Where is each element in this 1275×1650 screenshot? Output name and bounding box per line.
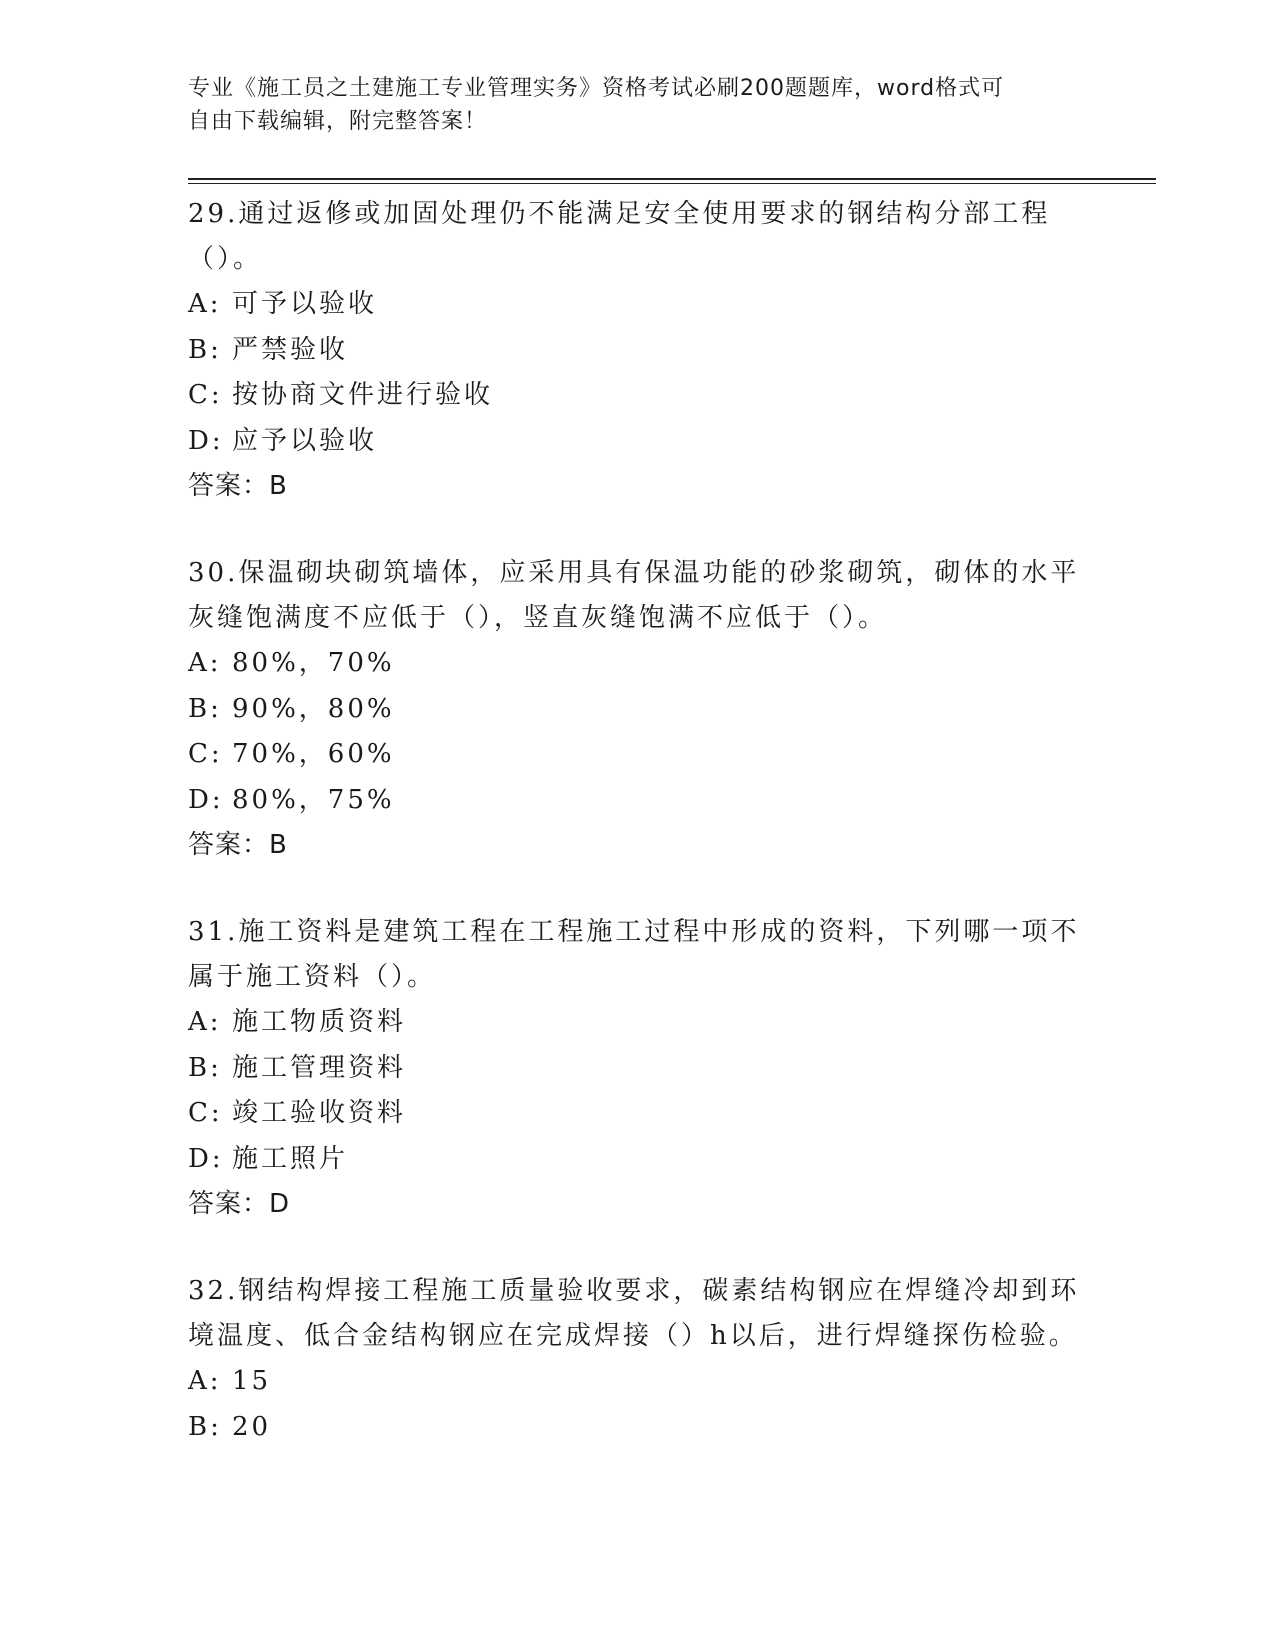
- option-letter: B:: [188, 693, 222, 724]
- option-text: 15: [232, 1366, 272, 1396]
- option-letter: A:: [188, 1007, 222, 1037]
- option-a: [188, 641, 1088, 687]
- header-title-line-2: 自由下载编辑，附完整答案！: [188, 109, 488, 134]
- option-text: 70%，60%: [232, 739, 395, 769]
- option-c: [188, 732, 1088, 778]
- option-text: 可予以验收: [232, 289, 378, 319]
- option-d: [188, 1137, 1088, 1183]
- question-31: [188, 910, 1088, 1227]
- option-letter: B:: [188, 1052, 222, 1083]
- option-a: [188, 1000, 1088, 1046]
- option-b: [188, 1046, 1088, 1092]
- option-letter: A:: [188, 289, 222, 319]
- question-30: [188, 551, 1088, 868]
- option-text: 90%，80%: [232, 693, 395, 724]
- option-text: 按协商文件进行验收: [232, 380, 494, 410]
- question-stem: 31.施工资料是建筑工程在工程施工过程中形成的资料，下列哪一项不属于施工资料（）。: [188, 917, 1080, 992]
- question-29: [188, 192, 1088, 509]
- option-d: [188, 419, 1088, 465]
- option-text: 施工管理资料: [232, 1052, 407, 1083]
- option-d: [188, 778, 1088, 824]
- option-letter: D:: [188, 1143, 224, 1174]
- question-stem: 29.通过返修或加固处理仍不能满足安全使用要求的钢结构分部工程（）。: [188, 199, 1051, 274]
- option-text: 80%，70%: [232, 648, 395, 678]
- header-divider-thin: [188, 183, 1156, 184]
- document-header: [188, 72, 1068, 138]
- option-a: [188, 282, 1088, 328]
- option-letter: C:: [188, 380, 223, 410]
- option-text: 严禁验收: [232, 334, 349, 365]
- option-c: [188, 1091, 1088, 1137]
- option-letter: D:: [188, 425, 224, 456]
- question-stem: 30.保温砌块砌筑墙体，应采用具有保温功能的砂浆砌筑，砌体的水平灰缝饱满度不应低于（），竖直灰缝饱满不应低于（）。: [188, 558, 1080, 633]
- question-stem: 32.钢结构焊接工程施工质量验收要求，碳素结构钢应在焊缝冷却到环境温度、低合金结构钢应在完成焊接（）h以后，进行焊缝探伤检验。: [188, 1276, 1080, 1351]
- option-letter: D:: [188, 784, 224, 815]
- option-letter: B:: [188, 334, 222, 365]
- option-a: [188, 1359, 1088, 1405]
- answer-line: 答案：B: [188, 830, 288, 860]
- option-c: [188, 373, 1088, 419]
- header-title-line-1: 专业《施工员之土建施工专业管理实务》资格考试必刷200题题库，word格式可: [188, 76, 1005, 101]
- option-letter: B:: [188, 1411, 222, 1442]
- option-b: [188, 328, 1088, 374]
- option-letter: C:: [188, 1098, 223, 1128]
- question-list: [188, 192, 1088, 1492]
- option-text: 施工物质资料: [232, 1007, 407, 1037]
- question-32: [188, 1269, 1088, 1450]
- option-text: 应予以验收: [232, 425, 378, 456]
- header-divider: [188, 178, 1156, 180]
- answer-line: 答案：D: [188, 1189, 291, 1219]
- option-text: 20: [232, 1411, 272, 1442]
- option-text: 竣工验收资料: [232, 1098, 407, 1128]
- option-text: 80%，75%: [232, 784, 395, 815]
- answer-line: 答案：B: [188, 471, 288, 501]
- option-letter: A:: [188, 648, 222, 678]
- option-b: [188, 687, 1088, 733]
- option-letter: C:: [188, 739, 223, 769]
- option-b: [188, 1405, 1088, 1451]
- option-text: 施工照片: [232, 1143, 349, 1174]
- option-letter: A:: [188, 1366, 222, 1396]
